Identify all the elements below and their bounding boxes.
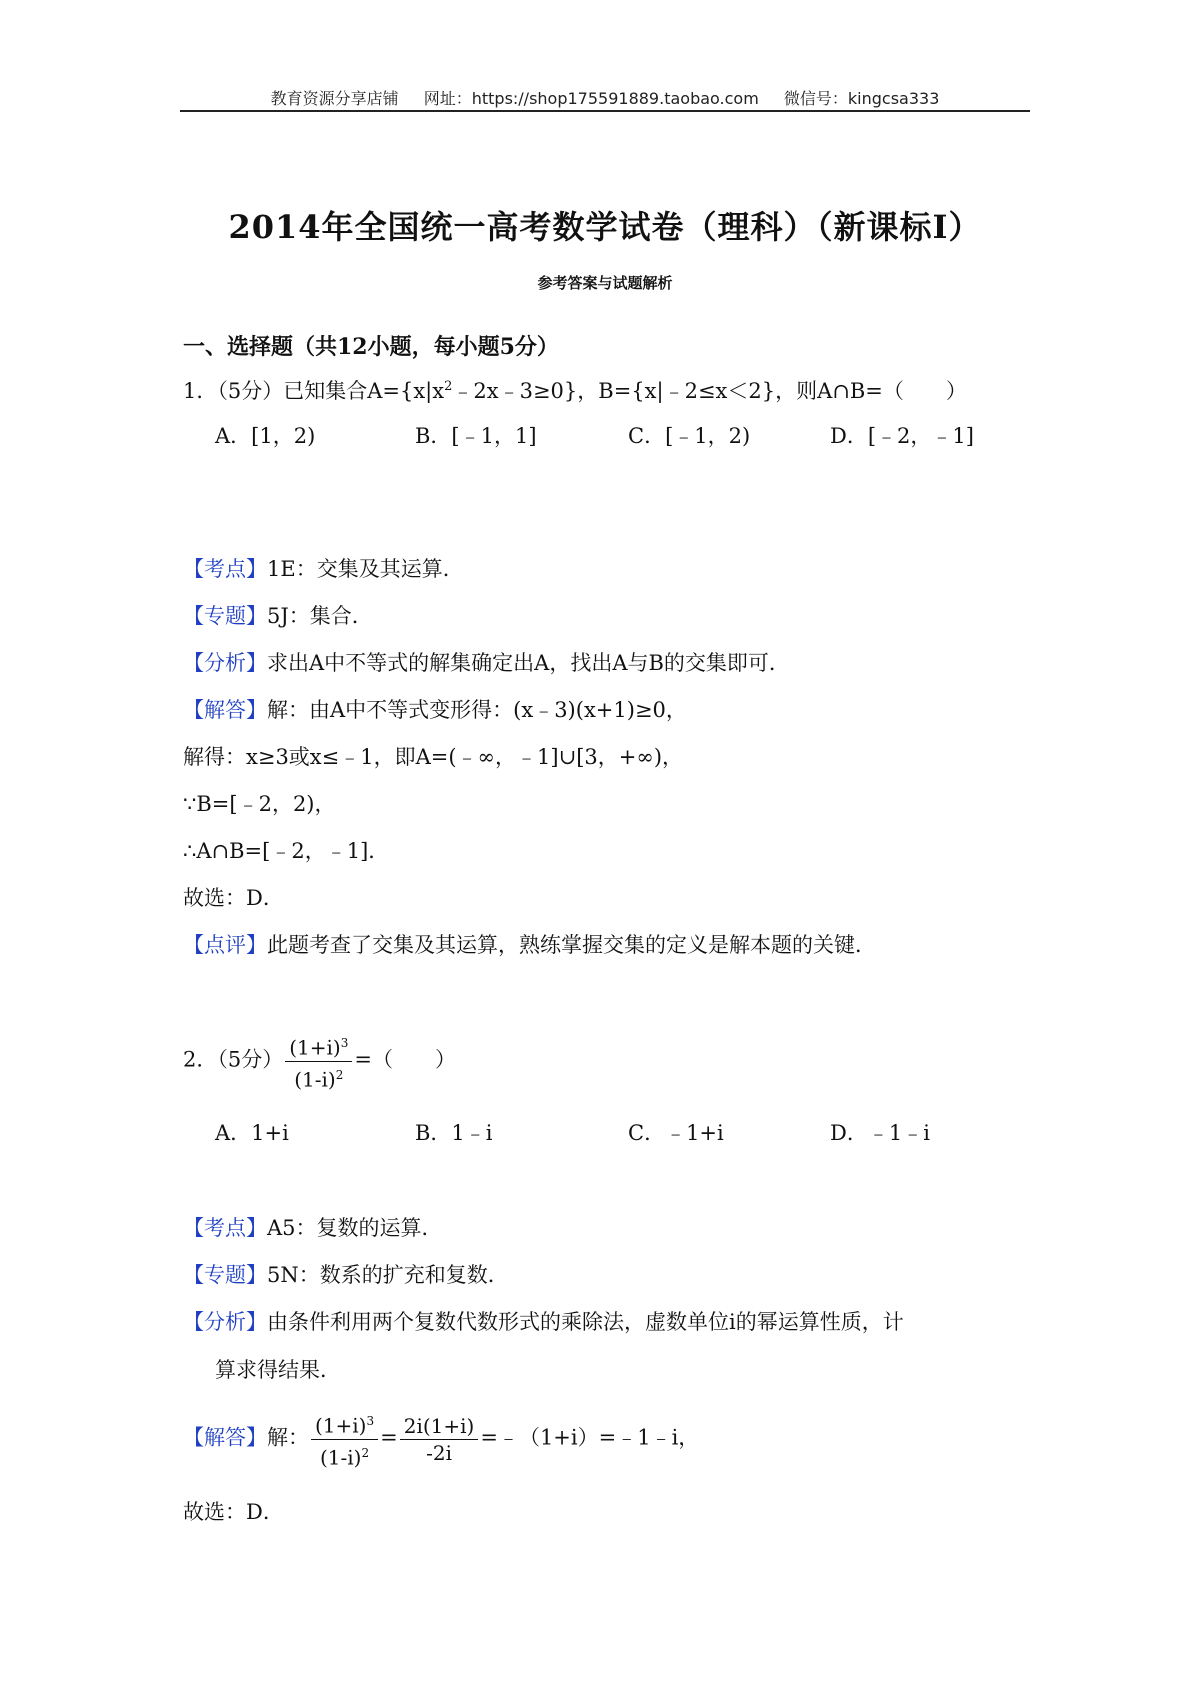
q1-option-c: C．[﹣1，2) [628,424,751,448]
q1-option-a: A．[1，2) [215,424,316,448]
page-subtitle: 参考答案与试题解析 [537,274,673,292]
q2-solution-fraction-1: $\frac{(1+i)^3}{(1-i)^2}$ [311,1408,378,1470]
q1-kaodian: 【考点】1E：交集及其运算． [183,557,464,581]
q2-fenxi: 【分析】由条件利用两个复数代数形式的乘除法，虚数单位i的幂运算性质，计 [183,1310,904,1334]
header-wechat: 微信号：kingcsa333 [783,89,940,108]
q1-fenxi: 【分析】求出A中不等式的解集确定出A，找出A与B的交集即可． [183,651,790,675]
q1-zhuanti: 【专题】5J：集合． [183,604,373,628]
q2-stem: 2．（5分） $\frac{(1+i)^3}{(1-i)^2}$ =（ ） [183,1030,456,1092]
q1-jieda: 【解答】解：由A中不等式变形得：(x﹣3)(x+1)≥0， [183,698,687,722]
q2-option-b: B．1﹣i [415,1121,493,1145]
q2-option-d: D．﹣1﹣i [830,1121,930,1145]
q1-option-d: D．[﹣2，﹣1] [830,424,974,448]
q1-option-b: B．[﹣1，1] [415,424,537,448]
q2-kaodian: 【考点】A5：复数的运算． [183,1216,443,1240]
header-shop: 教育资源分享店铺 [270,89,399,108]
page-title: 2014年全国统一高考数学试卷（理科）（新课标Ⅰ） [228,208,982,246]
q2-option-a: A．1+i [215,1121,289,1145]
page-header [180,86,1030,109]
q1-stem: 1．（5分）已知集合$A=\{x|x^2﹣2x﹣3\ge 0\}$，B={x|﹣2≤x＜2}，则A∩B=（ ） [183,379,967,403]
q1-solution-line-1: 解得：x≥3或x≤﹣1，即A=(﹣∞，﹣1]∪[3，+∞)， [183,745,684,769]
q2-jieda: 【解答】解： $\frac{(1+i)^3}{(1-i)^2}$ = $\frac{2i(1+i)}{-2i}$ =﹣（1+i）=﹣1﹣i， [183,1408,699,1470]
q2-zhuanti: 【专题】5N：数系的扩充和复数． [183,1263,509,1287]
q2-solution-fraction-2: $\frac{2i(1+i)}{-2i}$ [400,1413,479,1466]
section-heading: 一、选择题（共12小题，每小题5分） [183,334,559,360]
header-rule [180,110,1030,112]
header-url[interactable]: 网址：https://shop175591889.taobao.com [423,89,759,108]
q2-option-c: C．﹣1+i [628,1121,724,1145]
q1-answer: 故选：D． [183,886,284,910]
q2-answer: 故选：D． [183,1500,284,1524]
q2-fenxi-cont: 算求得结果． [215,1358,341,1382]
q1-solution-line-2: ∵B=[﹣2，2)， [183,792,336,816]
q1-dianping: 【点评】此题考查了交集及其运算，熟练掌握交集的定义是解本题的关键． [183,933,876,957]
q2-fraction: $\frac{(1+i)^3}{(1-i)^2}$ [285,1030,352,1092]
q1-solution-line-3: ∴A∩B=[﹣2，﹣1]． [183,839,390,863]
